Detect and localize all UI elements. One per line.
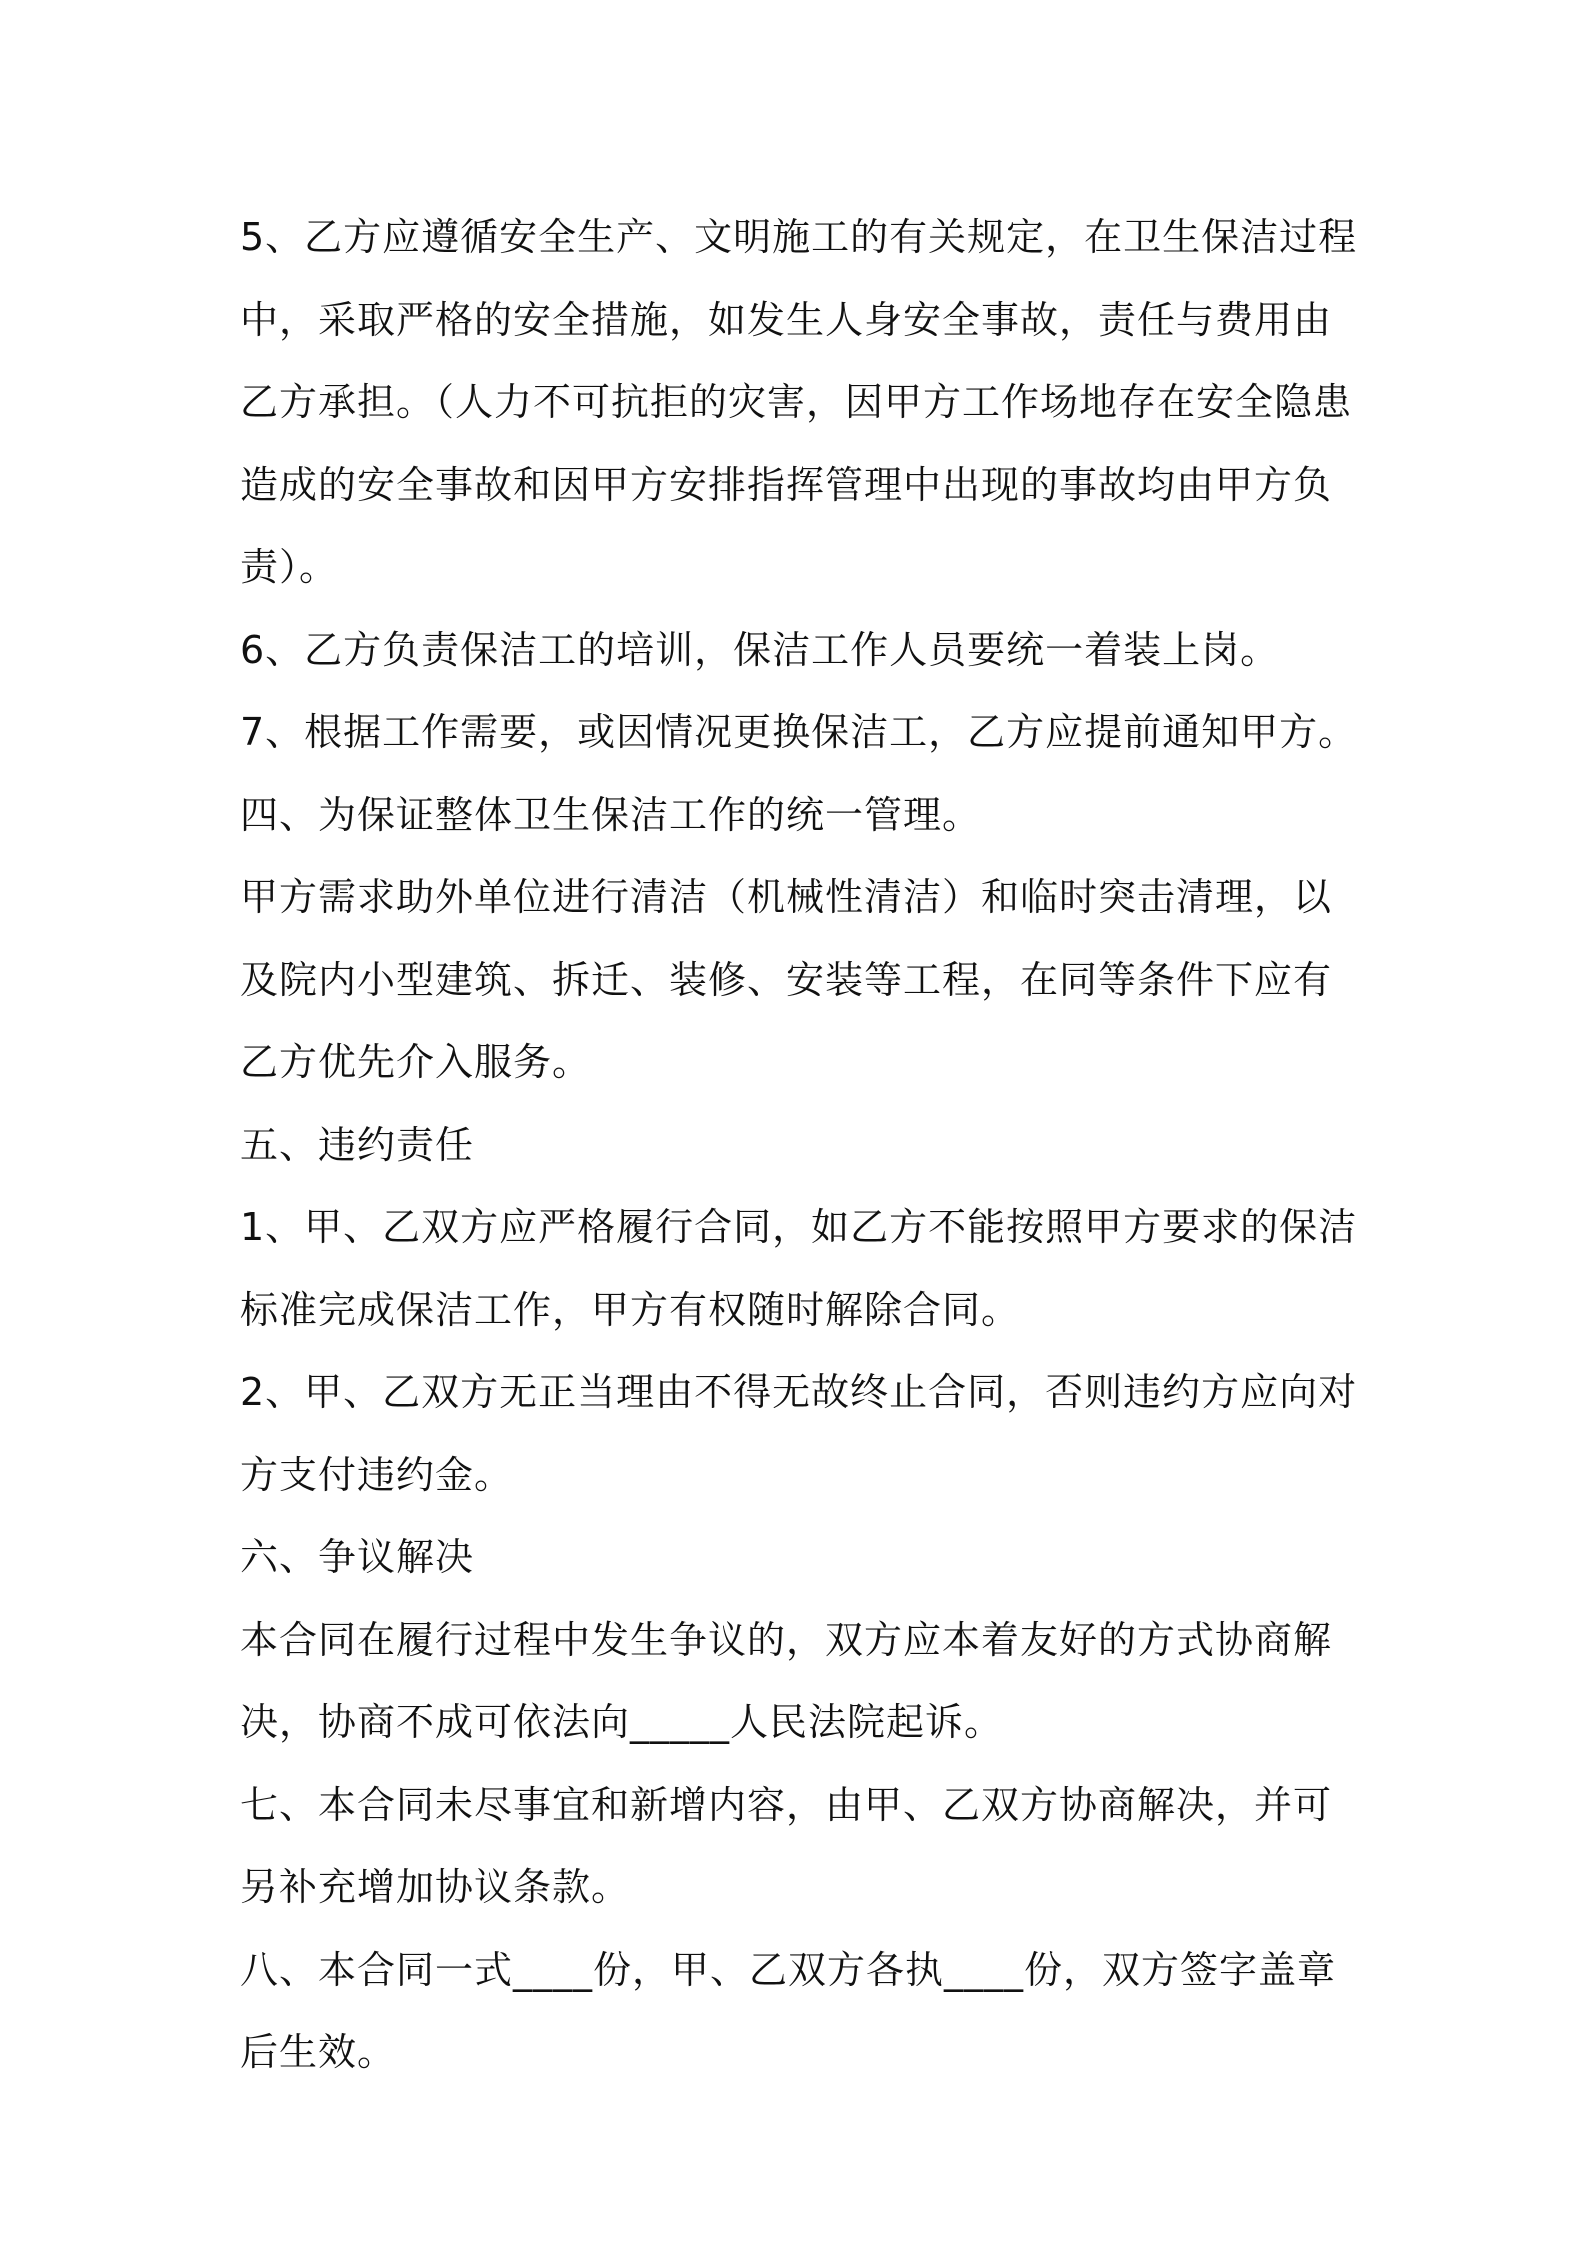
section-5-heading: 五、违约责任 (240, 1122, 475, 1167)
clause-5-safety: 5、乙方应遵循安全生产、文明施工的有关规定，在卫生保洁过程中，采取严格的安全措施，如发生人身安全事故，责任与费用由乙方承担。（人力不可抗拒的灾害，因甲方工作场地存在安全隐患造成的安全事故和因甲方安排指挥管理中出现的事故均由甲方负责）。 (240, 215, 1358, 589)
section-5-clause-2: 2、甲、乙双方无正当理由不得无故终止合同，否则违约方应向对方支付违约金。 (240, 1370, 1358, 1497)
section-8-body: 八、本合同一式____份，甲、乙双方各执____份，双方签字盖章后生效。 (240, 1947, 1337, 2074)
clause-7-replacement: 7、根据工作需要，或因情况更换保洁工，乙方应提前通知甲方。 (240, 710, 1358, 754)
contract-body (240, 196, 1370, 2094)
section-5-clause-1: 1、甲、乙双方应严格履行合同，如乙方不能按照甲方要求的保洁标准完成保洁工作，甲方有权随时解除合同。 (240, 1205, 1358, 1332)
section-4-heading: 四、为保证整体卫生保洁工作的统一管理。 (240, 792, 982, 837)
section-4-body: 甲方需求助外单位进行清洁（机械性清洁）和临时突击清理，以及院内小型建筑、拆迁、装修、安装等工程，在同等条件下应有乙方优先介入服务。 (240, 875, 1333, 1084)
section-6-heading: 六、争议解决 (240, 1535, 475, 1579)
clause-6-training: 6、乙方负责保洁工的培训，保洁工作人员要统一着装上岗。 (240, 627, 1280, 672)
section-7-body: 七、本合同未尽事宜和新增内容，由甲、乙双方协商解决，并可另补充增加协议条款。 (240, 1782, 1333, 1909)
section-6-body: 本合同在履行过程中发生争议的，双方应本着友好的方式协商解决，协商不成可依法向_____人民法院起诉。 (240, 1617, 1333, 1744)
